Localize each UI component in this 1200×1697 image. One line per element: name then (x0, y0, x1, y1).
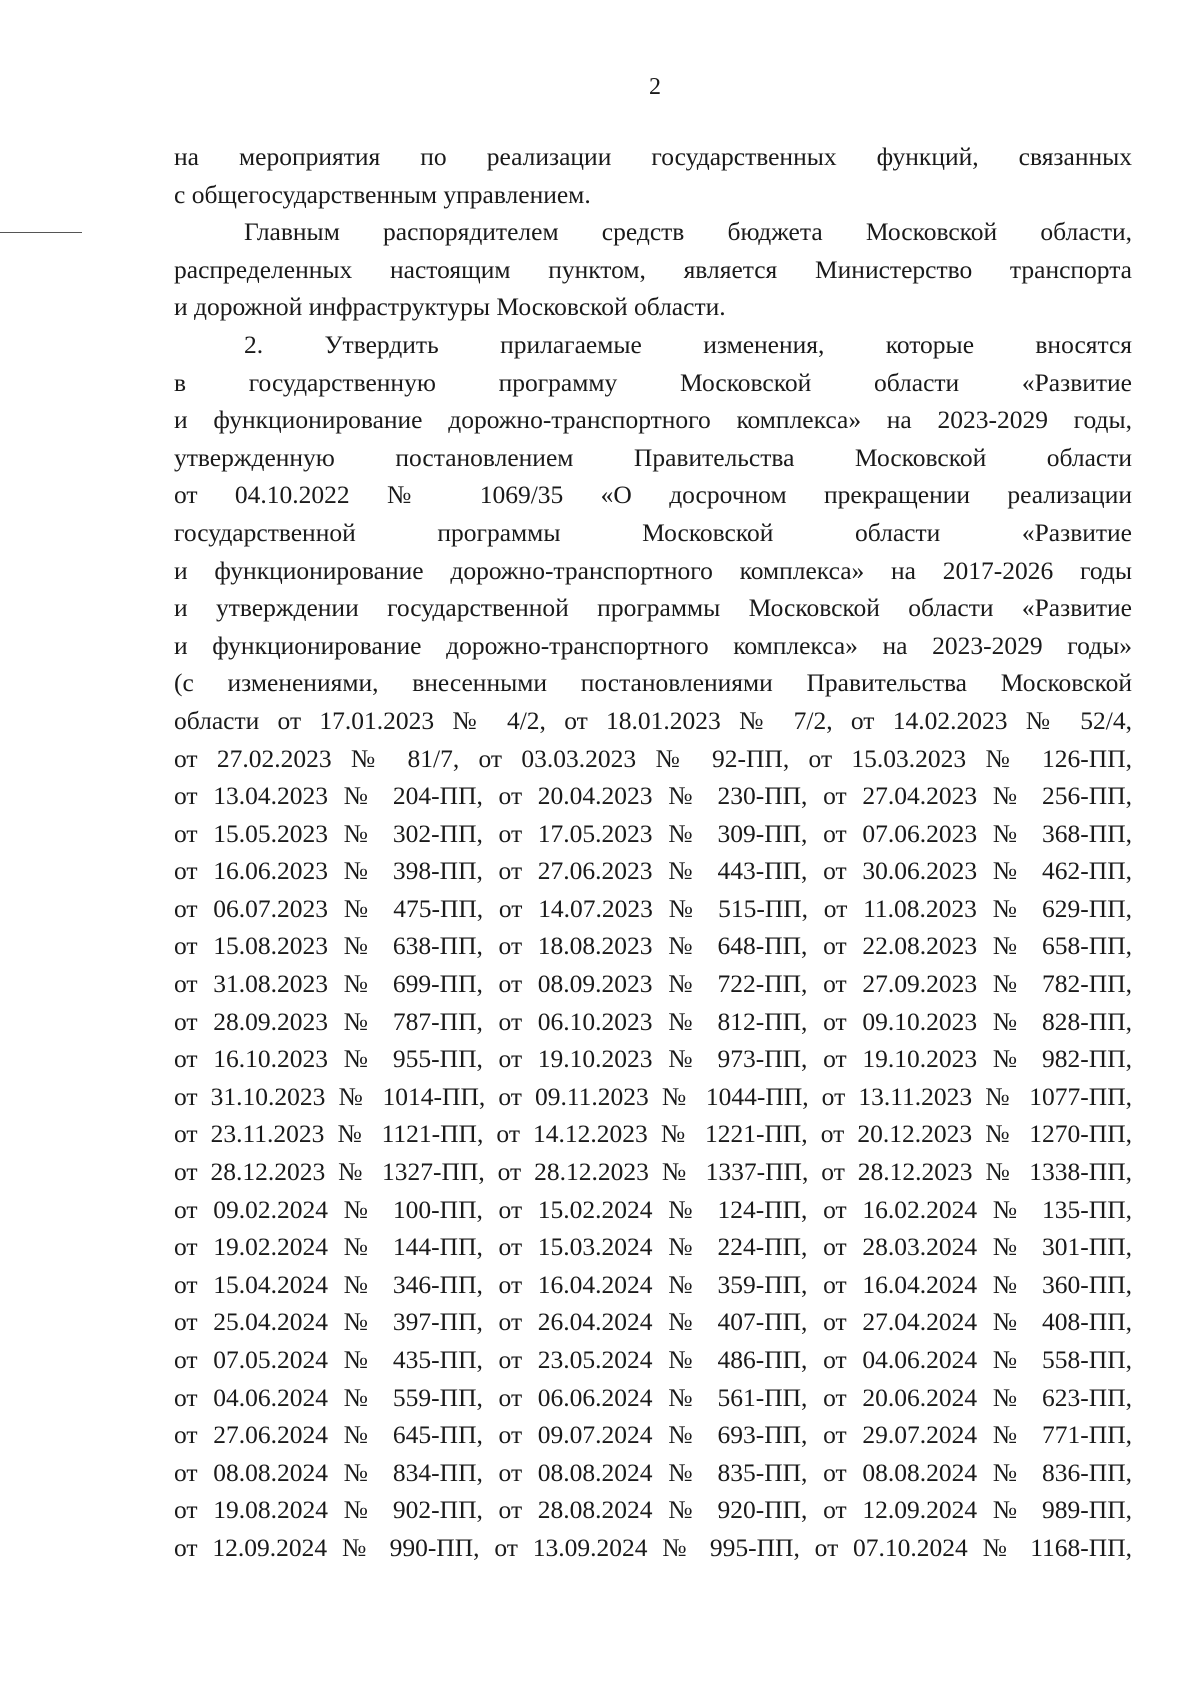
text-line: от 13.04.2023 № 204-ПП, от 20.04.2023 № 230-ПП, от 27.04.2023 № 256-ПП, (174, 781, 1132, 811)
text-line: от 04.10.2022 № 1069/35 «О досрочном прекращении реализации (174, 480, 1132, 510)
page-number: 2 (649, 74, 661, 100)
text-line: от 27.02.2023 № 81/7, от 03.03.2023 № 92-ПП, от 15.03.2023 № 126-ПП, (174, 743, 1132, 773)
text-line: от 27.06.2024 № 645-ПП, от 09.07.2024 № 693-ПП, от 29.07.2024 № 771-ПП, (174, 1420, 1132, 1450)
text-line: от 12.09.2024 № 990-ПП, от 13.09.2024 № 995-ПП, от 07.10.2024 № 1168-ПП, (174, 1532, 1132, 1562)
text-line: на мероприятия по реализации государственных функций, связанных (174, 142, 1132, 171)
text-line: в государственную программу Московской области «Развитие (174, 367, 1132, 397)
text-line: от 15.08.2023 № 638-ПП, от 18.08.2023 № 648-ПП, от 22.08.2023 № 658-ПП, (174, 931, 1132, 961)
text-line: области от 17.01.2023 № 4/2, от 18.01.2023 № 7/2, от 14.02.2023 № 52/4, (174, 705, 1132, 735)
document-body (174, 138, 1132, 1567)
text-line: от 19.02.2024 № 144-ПП, от 15.03.2024 № 224-ПП, от 28.03.2024 № 301-ПП, (174, 1232, 1132, 1262)
text-line: от 31.08.2023 № 699-ПП, от 08.09.2023 № 722-ПП, от 27.09.2023 № 782-ПП, (174, 969, 1132, 999)
text-line: от 19.08.2024 № 902-ПП, от 28.08.2024 № 920-ПП, от 12.09.2024 № 989-ПП, (174, 1495, 1132, 1525)
text-line: и функционирование дорожно-транспортного комплекса» на 2023-2029 годы, (174, 405, 1132, 435)
text-line: от 08.08.2024 № 834-ПП, от 08.08.2024 № 835-ПП, от 08.08.2024 № 836-ПП, (174, 1457, 1132, 1487)
text-line: Главным распорядителем средств бюджета Московской области, (244, 217, 1132, 247)
text-line: от 07.05.2024 № 435-ПП, от 23.05.2024 № 486-ПП, от 04.06.2024 № 558-ПП, (174, 1345, 1132, 1374)
text-line: от 15.05.2023 № 302-ПП, от 17.05.2023 № 309-ПП, от 07.06.2023 № 368-ПП, (174, 818, 1132, 848)
text-line: распределенных настоящим пунктом, является Министерство транспорта (174, 254, 1132, 284)
text-line: от 04.06.2024 № 559-ПП, от 06.06.2024 № 561-ПП, от 20.06.2024 № 623-ПП, (174, 1382, 1132, 1412)
text-line: (с изменениями, внесенными постановлениями Правительства Московской (174, 668, 1132, 698)
text-line: от 16.06.2023 № 398-ПП, от 27.06.2023 № 443-ПП, от 30.06.2023 № 462-ПП, (174, 856, 1132, 886)
text-line: и функционирование дорожно-транспортного комплекса» на 2017-2026 годы (174, 555, 1132, 585)
text-line: 2. Утвердить прилагаемые изменения, которые вносятся (244, 329, 1132, 359)
text-line: от 09.02.2024 № 100-ПП, от 15.02.2024 № 124-ПП, от 16.02.2024 № 135-ПП, (174, 1194, 1132, 1224)
margin-mark (0, 232, 82, 233)
text-line: от 28.09.2023 № 787-ПП, от 06.10.2023 № 812-ПП, от 09.10.2023 № 828-ПП, (174, 1006, 1132, 1036)
text-line: и функционирование дорожно-транспортного комплекса» на 2023-2029 годы» (174, 630, 1132, 660)
text-line: от 23.11.2023 № 1121-ПП, от 14.12.2023 № 1221-ПП, от 20.12.2023 № 1270-ПП, (174, 1119, 1132, 1149)
text-line: с общегосударственным управлением. (174, 179, 591, 209)
text-line: от 15.04.2024 № 346-ПП, от 16.04.2024 № 359-ПП, от 16.04.2024 № 360-ПП, (174, 1269, 1132, 1299)
text-line: от 16.10.2023 № 955-ПП, от 19.10.2023 № 973-ПП, от 19.10.2023 № 982-ПП, (174, 1044, 1132, 1074)
text-line: от 28.12.2023 № 1327-ПП, от 28.12.2023 № 1337-ПП, от 28.12.2023 № 1338-ПП, (174, 1157, 1132, 1187)
text-line: от 25.04.2024 № 397-ПП, от 26.04.2024 № 407-ПП, от 27.04.2024 № 408-ПП, (174, 1307, 1132, 1337)
text-line: утвержденную постановлением Правительства Московской области (174, 442, 1132, 472)
text-line: от 31.10.2023 № 1014-ПП, от 09.11.2023 № 1044-ПП, от 13.11.2023 № 1077-ПП, (174, 1081, 1132, 1111)
text-line: от 06.07.2023 № 475-ПП, от 14.07.2023 № 515-ПП, от 11.08.2023 № 629-ПП, (174, 893, 1132, 923)
text-line: и дорожной инфраструктуры Московской области. (174, 292, 726, 322)
text-line: и утверждении государственной программы Московской области «Развитие (174, 593, 1132, 623)
text-line: государственной программы Московской области «Развитие (174, 517, 1132, 547)
